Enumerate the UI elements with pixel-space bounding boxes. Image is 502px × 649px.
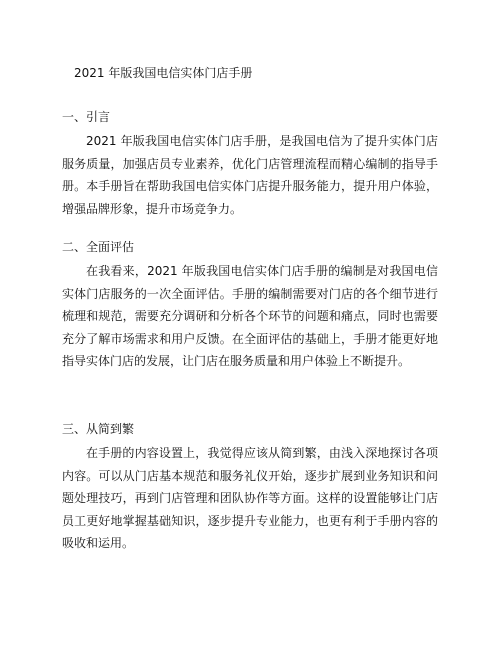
section-paragraph: 在手册的内容设置上，我觉得应该从简到繁，由浅入深地探讨各项内容。可以从门店基本规范和服务礼仪开始，逐步扩展到业务知识和问题处理技巧，再到门店管理和团队协作等方面。这样的设置能够让门店员工更好地掌握基础知识，逐步提升专业能力，也更有利于手册内容的吸收和运用。 <box>62 446 438 550</box>
section-introduction <box>62 108 438 220</box>
section-heading: 三、从简到繁 <box>62 422 135 436</box>
section-comprehensive-assessment <box>62 238 438 373</box>
section-heading: 一、引言 <box>62 110 111 124</box>
section-heading: 二、全面评估 <box>62 240 135 254</box>
section-simple-to-complex <box>62 420 438 555</box>
document-title: 2021 年版我国电信实体门店手册 <box>74 66 253 80</box>
section-paragraph: 在我看来，2021 年版我国电信实体门店手册的编制是对我国电信实体门店服务的一次全面评估。手册的编制需要对门店的各个细节进行梳理和规范，需要充分调研和分析各个环节的问题和痛点，同时也需要充分了解市场需求和用户反馈。在全面评估的基础上，手册才能更好地指导实体门店的发展，让门店在服务质量和用户体验上不断提升。 <box>62 264 438 368</box>
section-paragraph: 2021 年版我国电信实体门店手册，是我国电信为了提升实体门店服务质量，加强店员专业素养，优化门店管理流程而精心编制的指导手册。本手册旨在帮助我国电信实体门店提升服务能力，提升用户体验，增强品牌形象，提升市场竞争力。 <box>62 134 438 216</box>
